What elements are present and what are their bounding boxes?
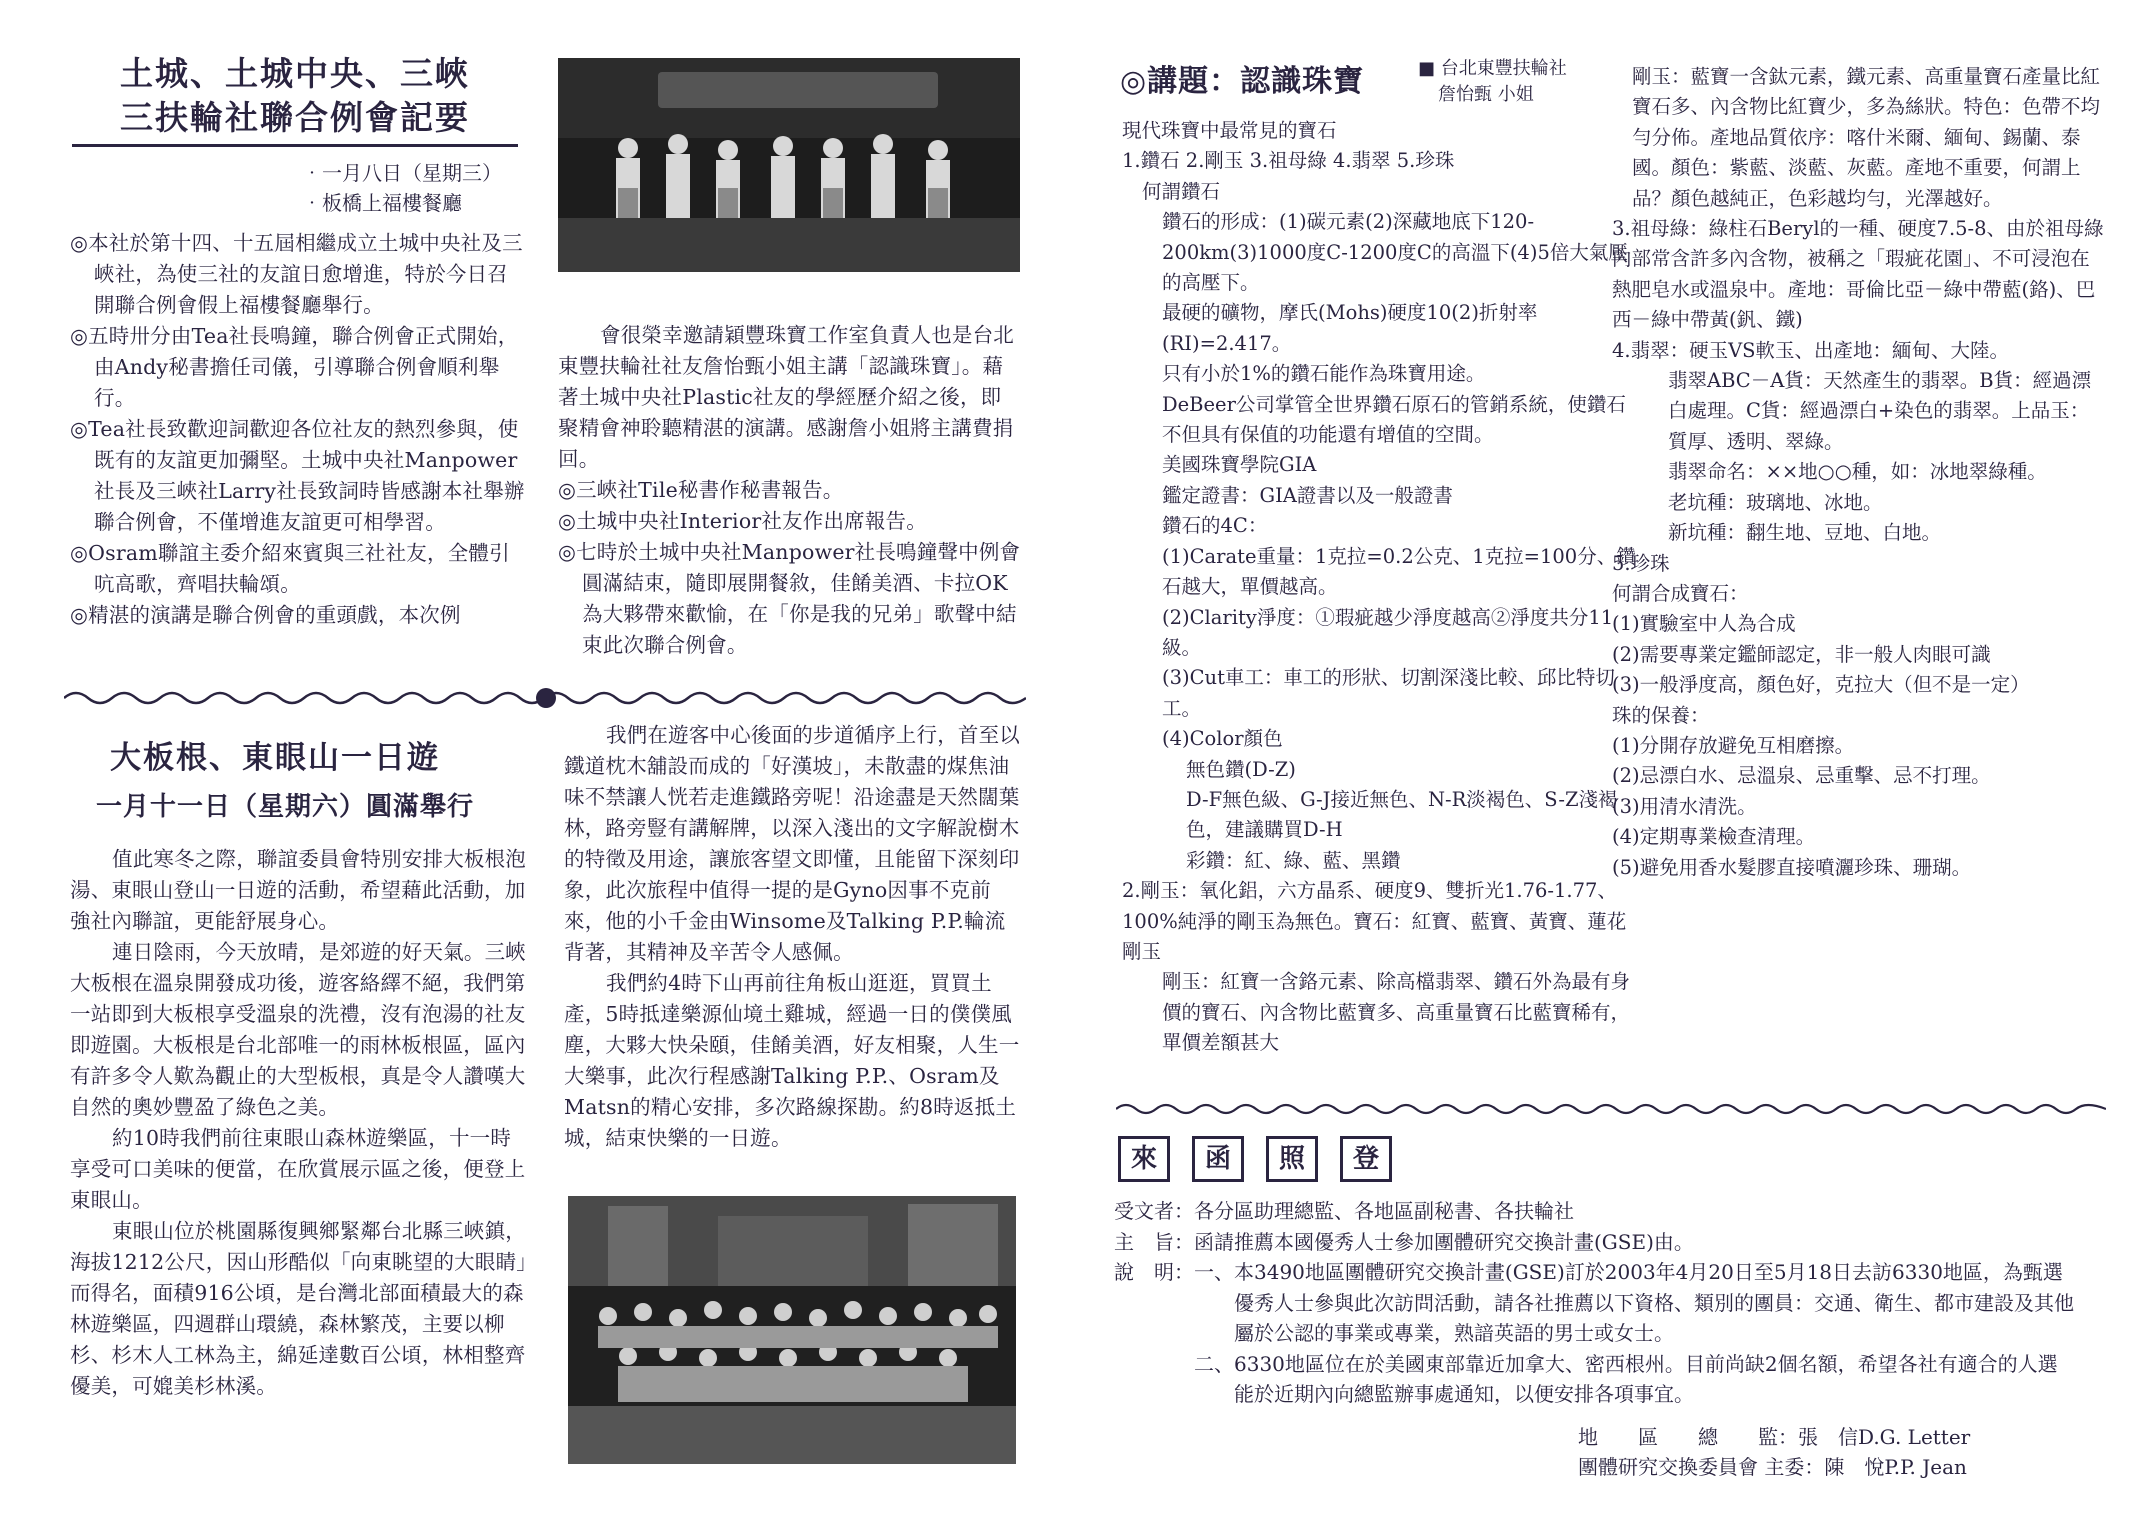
lecture-line: 2.剛玉：氧化鋁，六方晶系、硬度9、雙折光1.76-1.77、100%純淨的剛玉為無色。寶石：紅寶、藍寶、黃寶、蓮花剛玉 (1122, 879, 1627, 963)
lecture-line: 美國珠寶學院GIA (1162, 453, 1317, 477)
lecture-line: (3)一般淨度高，顏色好，克拉大（但不是一定） (1612, 673, 2030, 697)
notice-box-char: 登 (1340, 1136, 1392, 1182)
lecture-line: 無色鑽(D-Z) (1186, 757, 1296, 781)
article1-date: ‧一月八日（星期三） (302, 161, 502, 185)
lecture-line: 4.翡翠：硬玉VS軟玉、出產地：緬甸、大陸。 (1612, 338, 2010, 362)
article1-col2 (558, 320, 1022, 661)
article1-para: ◎精湛的演講是聯合例會的重頭戲，本次例 (70, 603, 461, 627)
lecture-speaker (1418, 56, 1567, 108)
title-underline (72, 144, 518, 147)
article1-para: ◎本社於第十四、十五屆相繼成立土城中央社及三峽社，為使三社的友誼日愈增進，特於今日召開聯合例會假上福樓餐廳舉行。 (70, 231, 523, 317)
lecture-line: (2)Clarity淨度：①瑕疵越少淨度越高②淨度共分11級。 (1162, 605, 1614, 659)
subject-label: 主 旨： (1114, 1229, 1194, 1254)
article1-para: ◎Tea社長致歡迎詞歡迎各位社友的熱烈參與，使既有的友誼更加彌堅。土城中央社Manpower社長及三峽社Larry社長致詞時皆感謝本社舉辦聯合例會，不僅增進友誼更可相學習。 (70, 417, 525, 534)
group-photo (568, 1196, 1016, 1464)
signature-governor (1578, 1422, 2098, 1452)
article2-title: 大板根、東眼山一日遊 (110, 740, 440, 776)
sig1-label: 地 區 總 監： (1578, 1425, 1798, 1449)
article1-para: ◎Osram聯誼主委介紹來賓與三社社友，全體引吭高歌，齊唱扶輪頌。 (70, 541, 510, 596)
subject-text: 函請推薦本國優秀人士參加團體研究交換計畫(GSE)由。 (1194, 1229, 1694, 1254)
lecture-line: 1.鑽石 2.剛玉 3.祖母綠 4.翡翠 5.珍珠 (1122, 149, 1455, 173)
article2-para: 連日陰雨，今天放晴，是郊遊的好天氣。三峽大板根在溫泉開發成功後，遊客絡繹不絕，我們第一站即到大板根享受溫泉的洗禮，沒有泡湯的社友即遊園。大板根是台北部唯一的雨林板根區，區內有許多令人歎為觀止的大型板根，真是令人讚嘆大自然的奧妙豐盈了綠色之美。 (70, 940, 526, 1119)
lecture-line: 何謂鑽石 (1142, 179, 1221, 203)
lecture-line: (3)Cut車工：車工的形狀、切割深淺比較、邱比特切工。 (1162, 666, 1615, 720)
article1-title-line1: 土城、土城中央、三峽 (120, 54, 470, 93)
article2-col2 (564, 720, 1024, 1154)
article1-para: ◎三峽社Tile秘書作秘書報告。 (558, 478, 844, 502)
article2-subtitle: 一月十一日（星期六）圓滿舉行 (96, 792, 475, 822)
sig1-name: 張 信D.G. Letter (1798, 1425, 1971, 1449)
notice-box-char: 函 (1192, 1136, 1244, 1182)
lecture-line: 鑑定證書：GIA證書以及一般證書 (1162, 483, 1453, 507)
lecture-line: 5.珍珠 (1612, 551, 1670, 575)
lecture-line: 珠的保養： (1612, 703, 1710, 727)
signatures (1578, 1422, 2098, 1482)
sig2-name: 陳 悅P.P. Jean (1824, 1455, 1967, 1479)
chain-divider (64, 686, 1026, 710)
article1-para: ◎七時於土城中央社Manpower社長鳴鐘聲中例會圓滿結束，隨即展開餐敘，佳餚美酒、卡拉OK為大夥帶來歡愉，在「你是我的兄弟」歌聲中結束此次聯合例會。 (558, 540, 1021, 657)
lecture-line: (1)分開存放避免互相磨擦。 (1612, 733, 1855, 757)
article1-para: 會很榮幸邀請穎豐珠寶工作室負責人也是台北東豐扶輪社社友詹怡甄小姐主講「認識珠寶」。藉著土城中央社Plastic社友的學經歷介紹之後，即聚精會神聆聽精湛的演講。感謝詹小姐將主講費捐回。 (558, 323, 1014, 471)
lecture-line: DeBeer公司掌管全世界鑽石原石的管銷系統，使鑽石不但具有保值的功能還有增值的空間。 (1162, 392, 1626, 447)
lecture-line: 現代珠寶中最常見的寶石 (1122, 119, 1337, 142)
article2-para: 約10時我們前往東眼山森林遊樂區，十一時享受可口美味的便當，在欣賞展示區之後，便登上東眼山。 (70, 1126, 526, 1212)
lecture-title: ◎講題：認識珠寶 (1120, 64, 1365, 99)
lecture-line: 只有小於1%的鑽石能作為珠寶用途。 (1162, 362, 1486, 386)
notice-box-char: 來 (1118, 1136, 1170, 1182)
article1-title-line2: 三扶輪社聯合例會記要 (120, 98, 470, 137)
lecture-line: (1)Carate重量：1克拉=0.2公克、1克拉=100分、鑽石越大，單價越高。 (1162, 544, 1636, 599)
lecture-line: (4)定期專業檢查清理。 (1612, 825, 1816, 849)
speaker-name: 詹怡甄 小姐 (1438, 84, 1534, 105)
signature-committee (1578, 1452, 2098, 1482)
notice-to (1114, 1196, 2104, 1227)
lecture-line: (4)Color顏色 (1162, 727, 1283, 751)
lecture-line: (2)忌漂白水、忌溫泉、忌重擊、忌不打理。 (1612, 764, 1991, 788)
lecture-line: 最硬的礦物，摩氏(Mohs)硬度10(2)折射率(RI)=2.417。 (1162, 301, 1538, 355)
lecture-line: 新坑種：翻生地、豆地、白地。 (1668, 521, 1942, 545)
speaker-club: ■ 台北東豐扶輪社 (1418, 58, 1567, 79)
article2-para: 值此寒冬之際，聯誼委員會特別安排大板根泡湯、東眼山登山一日遊的活動，希望藉此活動，加強社內聯誼，更能舒展身心。 (70, 847, 526, 933)
lecture-line: 翡翠ABC－A貨：天然產生的翡翠。B貨：經過漂白處理。C貨：經過漂白+染色的翡翠。上品玉：質厚、透明、翠綠。 (1668, 369, 2092, 453)
to-label: 受文者： (1114, 1199, 1194, 1223)
notice-box-char: 照 (1266, 1136, 1318, 1182)
chain-divider-right (1116, 1100, 2106, 1118)
lecture-line: 彩鑽：紅、綠、藍、黑鑽 (1186, 848, 1401, 872)
lecture-line: 鑽石的形成：(1)碳元素(2)深藏地底下120-200km(3)1000度C-1200度C的高溫下(4)5倍大氣壓的高壓下。 (1162, 210, 1628, 295)
lecture-line: 剛玉：藍寶一含鈦元素，鐵元素、高重量寶石產量比紅寶石多、內含物比紅寶少，多為絲狀。特色：色帶不均勻分佈。產地品質依序：喀什米爾、緬甸、錫蘭、泰國。顏色：紫藍、淡藍、灰藍。產地不重要，何謂上品？顏色越純正，色彩越均勻，光澤越好。 (1632, 65, 2101, 210)
sig2-label: 團體研究交換委員會 主委： (1578, 1455, 1825, 1479)
notice-heading (1118, 1136, 1392, 1182)
lecture-col1 (1122, 116, 1642, 1059)
lecture-line: 何謂合成寶石： (1612, 581, 1749, 605)
notice-subject (1114, 1227, 2104, 1258)
lecture-line: (3)用清水清洗。 (1612, 794, 1757, 818)
lecture-col2 (1612, 62, 2108, 883)
article1-venue: ‧板橋上福樓餐廳 (302, 191, 462, 215)
to-text: 各分區助理總監、各地區副秘書、各扶輪社 (1194, 1199, 1574, 1223)
notice-body (1114, 1196, 2104, 1410)
lecture-line: (5)避免用香水髮膠直接噴灑珍珠、珊瑚。 (1612, 855, 1972, 879)
explain-items (1194, 1257, 2104, 1410)
lecture-line: 翡翠命名：××地○○種，如：冰地翠綠種。 (1668, 460, 2047, 484)
article1-header (72, 52, 518, 147)
lecture-line: 鑽石的4C： (1162, 514, 1268, 538)
article2-para: 東眼山位於桃園縣復興鄉緊鄰台北縣三峽鎮，海拔1212公尺，因山形酷似「向東眺望的大眼睛」而得名，面積916公頃，是台灣北部面積最大的森林遊樂區，四週群山環繞，森林繁茂，主要以柳杉、杉木人工林為主，綿延達數百公頃，林相整齊優美，可媲美杉林溪。 (70, 1219, 527, 1398)
lecture-line: (2)需要專業定鑑師認定，非一般人肉眼可識 (1612, 642, 1991, 666)
lecture-line: (1)實驗室中人為合成 (1612, 612, 1796, 636)
right-page (1072, 0, 2144, 1536)
lecture-line: D-F無色級、G-J接近無色、N-R淡褐色、S-Z淺褐色，建議購買D-H (1186, 787, 1618, 842)
notice-explain (1114, 1257, 2104, 1410)
article2-col1 (70, 844, 528, 1402)
explain-label: 說 明： (1114, 1260, 1194, 1284)
explain-item: 二、6330地區位在於美國東部靠近加拿大、密西根州。目前尚缺2個名額，希望各社有適合的人選能於近期內向總監辦事處通知，以便安排各項事宜。 (1194, 1351, 2058, 1406)
lecture-line: 剛玉：紅寶一含鉻元素、除高檔翡翠、鑽石外為最有身價的寶石、內含物比藍寶多、高重量寶石比藍寶稀有，單價差額甚大 (1162, 970, 1631, 1055)
explain-item: 一、本3490地區團體研究交換計畫(GSE)訂於2003年4月20日至5月18日去訪6330地區，為甄選優秀人士參與此次訪問活動，請各社推薦以下資格、類別的團員：交通、衛生、都市建設及其他屬於公認的事業或專業，熟諳英語的男士或女士。 (1194, 1260, 2074, 1345)
article1-para: ◎土城中央社Interior社友作出席報告。 (558, 509, 927, 533)
article2-para: 我們在遊客中心後面的步道循序上行，首至以鐵道枕木舖設而成的「好漢坡」，未散盡的煤焦油味不禁讓人恍若走進鐵路旁呢！沿途盡是天然闊葉林，路旁豎有講解牌，以深入淺出的文字解說樹木的特徵及用途，讓旅客望文即懂，且能留下深刻印象，此次旅程中值得一提的是Gyno因事不克前來，他的小千金由Winsome及Talking P.P.輪流背著，其精神及辛苦令人感佩。 (564, 723, 1020, 964)
article2-para: 我們約4時下山再前往角板山逛逛，買買土產，5時抵達樂源仙境土雞城，經過一日的僕僕風塵，大夥大快朵頤，佳餚美酒，好友相聚，人生一大樂事，此次行程感謝Talking P.P.、Osram及Matsn的精心安排，多次路線探勘。約8時返抵土城，結束快樂的一日遊。 (564, 971, 1020, 1150)
lecture-line: 老坑種：玻璃地、冰地。 (1668, 490, 1883, 514)
article1-para: ◎五時卅分由Tea社長鳴鐘，聯合例會正式開始，由Andy秘書擔任司儀，引導聯合例會順利舉行。 (70, 324, 519, 410)
meeting-photo (558, 58, 1020, 272)
lecture-line: 3.祖母綠：綠柱石Beryl的一種、硬度7.5-8、由於祖母綠內部常含許多內含物，被稱之「瑕疵花園」、不可浸泡在熱肥皂水或溫泉中。產地：哥倫比亞－綠中帶藍(鉻)、巴西－綠中帶黃(釩、鐵) (1612, 217, 2104, 332)
article1-col1 (70, 228, 528, 631)
article1-meta (302, 158, 562, 218)
